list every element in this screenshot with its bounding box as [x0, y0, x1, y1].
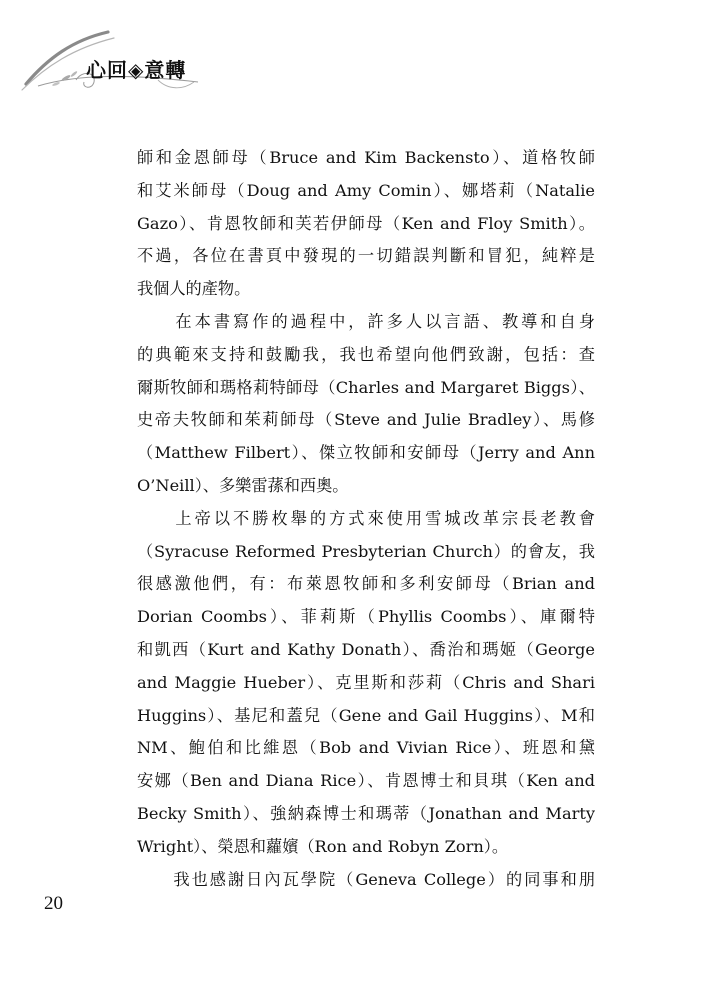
text-line: （Matthew Filbert）、傑立牧師和安師母（Jerry and Ann	[137, 443, 595, 463]
text-line: （Syracuse Reformed Presbyterian Church）的會友，我	[137, 541, 595, 561]
text-line: and Maggie Hueber）、克里斯和莎莉（Chris and Shari	[137, 672, 595, 692]
header-leaf-1	[61, 74, 71, 82]
text-line: 我個人的產物。	[137, 279, 251, 299]
text-line: 的典範來支持和鼓勵我，我也希望向他們致謝，包括：查	[137, 344, 595, 364]
text-line: 我也感謝日內瓦學院（Geneva College）的同事和朋	[137, 869, 595, 889]
text-line: 爾斯牧師和瑪格莉特師母（Charles and Margaret Biggs）、	[137, 377, 595, 397]
header-leaf-2	[70, 70, 78, 77]
text-line: Gazo）、肯恩牧師和芙若伊師母（Ken and Floy Smith）。	[137, 213, 595, 233]
text-line: 師和金恩師母（Bruce and Kim Backensto）、道格牧師	[137, 148, 595, 167]
running-header-title: 心回◈意轉	[86, 58, 187, 82]
text-line: Huggins）、基尼和蓋兒（Gene and Gail Huggins）、M和	[137, 705, 595, 725]
text-line: 和凱西（Kurt and Kathy Donath）、喬治和瑪姬（George	[137, 639, 595, 659]
text-line: Dorian Coombs）、菲莉斯（Phyllis Coombs）、庫爾特	[137, 607, 595, 627]
text-line: 在本書寫作的過程中，許多人以言語、教導和自身	[137, 311, 595, 331]
page-number: 20	[44, 893, 63, 914]
text-line: 和艾米師母（Doug and Amy Comin）、娜塔莉（Natalie	[137, 180, 595, 200]
body-text	[137, 142, 595, 896]
text-line: 史帝夫牧師和茱莉師母（Steve and Julie Bradley）、馬修	[137, 410, 595, 430]
text-line: 不過，各位在書頁中發現的一切錯誤判斷和冒犯，純粹是	[137, 246, 595, 266]
text-line: O’Neill）、多樂雷蓀和西奧。	[137, 475, 349, 495]
text-line: 很感激他們，有：布萊恩牧師和多利安師母（Brian and	[137, 574, 595, 594]
text-line: NM、鮑伯和比維恩（Bob and Vivian Rice）、班恩和黛	[137, 738, 595, 758]
text-line: 安娜（Ben and Diana Rice）、肯恩博士和貝琪（Ken and	[137, 771, 595, 791]
text-line: 上帝以不勝枚舉的方式來使用雪城改革宗長老教會	[137, 508, 595, 528]
text-line: Becky Smith）、強納森博士和瑪蒂（Jonathan and Marty	[137, 803, 595, 823]
text-line: Wright）、榮恩和蘿嬪（Ron and Robyn Zorn）。	[137, 836, 509, 856]
